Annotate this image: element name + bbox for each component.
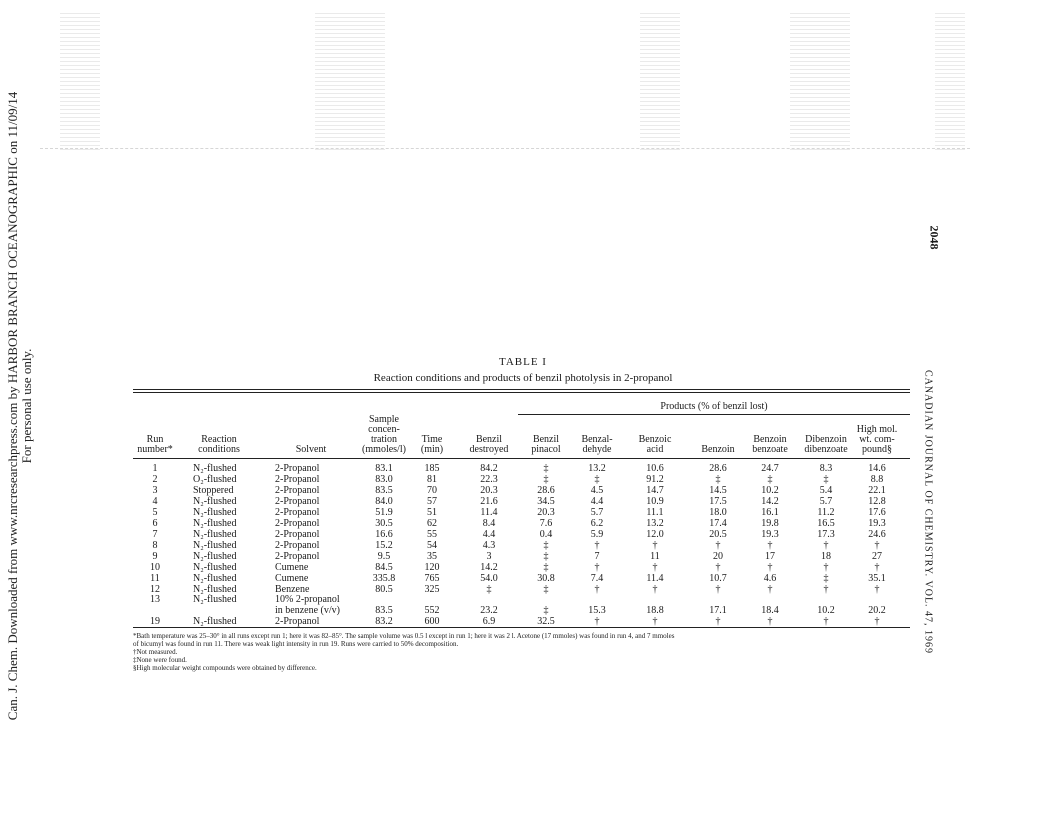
table-cell: † xyxy=(715,616,721,627)
table-cell: 27 xyxy=(872,551,882,562)
journal-header: CANADIAN JOURNAL OF CHEMISTRY. VOL. 47, 1969 xyxy=(922,369,934,655)
table-cell: O₂-flushed xyxy=(193,474,237,485)
table-cell: † xyxy=(874,540,880,551)
table-cell: 5.7 xyxy=(590,507,604,518)
table-cell: 4.5 xyxy=(590,485,604,496)
table-cell: † xyxy=(767,562,773,573)
table-cell: 20.5 xyxy=(709,529,727,540)
table-footnotes xyxy=(133,632,913,672)
table-cell: 9 xyxy=(152,551,158,562)
footnote: *Bath temperature was 25–30° in all runs except run 1; here it was 82–85°. The sample volume was 0.5 l except in run 1; here it was 2 l. Acetone (17 mmoles) was found in run 4, and 7 mmoles xyxy=(133,632,675,640)
table-cell: 83.0 xyxy=(375,474,393,485)
scan-artifact xyxy=(315,10,385,150)
scan-artifact xyxy=(790,10,850,150)
footnote: of bicumyl was found in run 11. There was weak light intensity in run 19. Runs were carried to 50% decomposition. xyxy=(133,640,459,648)
download-note-line1: Can. J. Chem. Downloaded from www.nrcresearchpress.com by HARBOR BRANCH OCEANOGRAPHIC on 11/09/14 xyxy=(5,91,20,721)
table-cell: N₂-flushed xyxy=(193,507,237,518)
table-cell: 32.5 xyxy=(537,616,555,627)
table-cell: 8 xyxy=(152,540,158,551)
table-cell: 14.7 xyxy=(646,485,664,496)
table-cell: 30.5 xyxy=(375,518,393,529)
table-cell: 16.1 xyxy=(761,507,779,518)
table-cell: ‡ xyxy=(715,474,721,485)
table-cell: 5.9 xyxy=(590,529,604,540)
table-cell: 17.6 xyxy=(868,507,886,518)
footnote: ‡None were found. xyxy=(133,656,187,664)
column-header: Dibenzoin dibenzoate xyxy=(804,434,848,455)
scan-artifact xyxy=(60,10,100,150)
table-cell: † xyxy=(874,584,880,595)
table-cell: 14.2 xyxy=(480,562,498,573)
table-cell: 22.3 xyxy=(480,474,498,485)
table-cell: 81 xyxy=(427,474,437,485)
table-cell: 2-Propanol xyxy=(275,463,320,474)
scan-artifact xyxy=(935,10,965,150)
table-cell: 17.5 xyxy=(709,496,727,507)
table-cell: 4.4 xyxy=(590,496,604,507)
table-cell: Benzene xyxy=(275,584,310,595)
download-note xyxy=(0,0,40,813)
table-cell: ‡ xyxy=(543,551,549,562)
table-cell: 91.2 xyxy=(646,474,664,485)
table-cell: 22.1 xyxy=(868,485,886,496)
table-cell: 8.3 xyxy=(819,463,833,474)
table-cell: 13.2 xyxy=(588,463,606,474)
table-cell: ‡ xyxy=(543,562,549,573)
scan-divider xyxy=(40,148,970,150)
table-cell: 2-Propanol xyxy=(275,518,320,529)
table-cell: 51.9 xyxy=(375,507,393,518)
column-header: Benzal- dehyde xyxy=(581,434,613,455)
table-cell: 54.0 xyxy=(480,573,498,584)
table-cell: 20.2 xyxy=(868,605,886,616)
table-cell: 3 xyxy=(486,551,492,562)
table-cell: in benzene (v/v) xyxy=(275,605,340,616)
table-cell: 20.3 xyxy=(537,507,555,518)
table-cell: 5.7 xyxy=(819,496,833,507)
table-cell: 4 xyxy=(152,496,158,507)
table-cell: 55 xyxy=(427,529,437,540)
table-cell: 2-Propanol xyxy=(275,485,320,496)
table-cell: 83.1 xyxy=(375,463,393,474)
table-cell: 2-Propanol xyxy=(275,507,320,518)
table-rule-bottom xyxy=(133,627,910,628)
table-cell: † xyxy=(715,562,721,573)
table-cell: 17 xyxy=(765,551,775,562)
table-cell: 5.4 xyxy=(819,485,833,496)
table-cell: 70 xyxy=(427,485,437,496)
table-cell: 11.1 xyxy=(646,507,664,518)
table-cell: ‡ xyxy=(543,463,549,474)
table-cell: N₂-flushed xyxy=(193,463,237,474)
table-cell: 84.2 xyxy=(480,463,498,474)
table-cell: 8.4 xyxy=(482,518,496,529)
table-cell: ‡ xyxy=(543,605,549,616)
table-cell: † xyxy=(823,584,829,595)
table-rule-top xyxy=(133,392,910,393)
table-cell: 18 xyxy=(821,551,831,562)
table-cell: 21.6 xyxy=(480,496,498,507)
table-cell: N₂-flushed xyxy=(193,562,237,573)
table-cell: N₂-flushed xyxy=(193,573,237,584)
table-cell: 10.2 xyxy=(761,485,779,496)
table-cell: 18.4 xyxy=(761,605,779,616)
table-cell: 84.5 xyxy=(375,562,393,573)
table-cell: 2-Propanol xyxy=(275,474,320,485)
download-note-line2: For personal use only. xyxy=(19,348,34,464)
table-cell: 19.3 xyxy=(761,529,779,540)
table-cell: 34.5 xyxy=(537,496,555,507)
table-cell: 17.1 xyxy=(709,605,727,616)
table-cell: N₂-flushed xyxy=(193,616,237,627)
table-cell: † xyxy=(652,562,658,573)
table-cell: 2-Propanol xyxy=(275,616,320,627)
table-cell: 7 xyxy=(152,529,158,540)
table-cell: 80.5 xyxy=(375,584,393,595)
column-header: Run number* xyxy=(137,434,173,455)
table-cell: 7.4 xyxy=(590,573,604,584)
table-cell: † xyxy=(823,562,829,573)
products-rule xyxy=(518,414,910,415)
table-cell: † xyxy=(874,562,880,573)
table-cell: N₂-flushed xyxy=(193,594,237,605)
table-cell: 12.0 xyxy=(646,529,664,540)
table-cell: 10.9 xyxy=(646,496,664,507)
table-cell: † xyxy=(767,540,773,551)
table-cell: 18.8 xyxy=(646,605,664,616)
table-cell: 24.7 xyxy=(761,463,779,474)
table-cell: ‡ xyxy=(486,584,492,595)
table-cell: 10.7 xyxy=(709,573,727,584)
products-header: Products (% of benzil lost) xyxy=(660,401,768,412)
table-cell: † xyxy=(823,540,829,551)
table-cell: 14.5 xyxy=(709,485,727,496)
footnote: †Not measured. xyxy=(133,648,178,656)
table-cell: N₂-flushed xyxy=(193,540,237,551)
table-cell: 19 xyxy=(150,616,160,627)
table-cell: 16.5 xyxy=(817,518,835,529)
table-cell: 12.8 xyxy=(868,496,886,507)
table-cell: 11.4 xyxy=(646,573,664,584)
column-header: Time (min) xyxy=(420,434,444,455)
table-cell: ‡ xyxy=(823,474,829,485)
table-cell: 13 xyxy=(150,594,160,605)
table-cell: 2-Propanol xyxy=(275,540,320,551)
footnote: §High molecular weight compounds were obtained by difference. xyxy=(133,664,317,672)
table-cell: 120 xyxy=(424,562,440,573)
table-cell: † xyxy=(594,562,600,573)
table-cell: N₂-flushed xyxy=(193,529,237,540)
table-cell: N₂-flushed xyxy=(193,584,237,595)
table-cell: ‡ xyxy=(543,474,549,485)
table-cell: Stoppered xyxy=(193,485,234,496)
table-cell: 35 xyxy=(427,551,437,562)
table-cell: 30.8 xyxy=(537,573,555,584)
table-cell: N₂-flushed xyxy=(193,551,237,562)
table-cell: 2-Propanol xyxy=(275,551,320,562)
table-cell: ‡ xyxy=(767,474,773,485)
table-cell: † xyxy=(874,616,880,627)
table-cell: † xyxy=(715,540,721,551)
table-cell: 7 xyxy=(594,551,600,562)
table-cell: 24.6 xyxy=(868,529,886,540)
table-cell: † xyxy=(594,540,600,551)
table-cell: † xyxy=(652,540,658,551)
table-cell: 84.0 xyxy=(375,496,393,507)
table-cell: N₂-flushed xyxy=(193,496,237,507)
table-cell: † xyxy=(715,584,721,595)
table-cell: 185 xyxy=(424,463,440,474)
table-cell: 14.6 xyxy=(868,463,886,474)
column-header: Benzil pinacol xyxy=(531,434,561,455)
table-cell: † xyxy=(767,616,773,627)
table-cell: 9.5 xyxy=(377,551,391,562)
table-cell: † xyxy=(594,616,600,627)
table-cell: 54 xyxy=(427,540,437,551)
table-cell: 0.4 xyxy=(539,529,553,540)
table-cell: 4.6 xyxy=(763,573,777,584)
table-cell: 28.6 xyxy=(709,463,727,474)
table-cell: † xyxy=(652,616,658,627)
page-number: 2048 xyxy=(927,225,942,250)
scan-artifact xyxy=(640,10,680,150)
table-cell: 11 xyxy=(650,551,660,562)
table-cell: 51 xyxy=(427,507,437,518)
table-cell: † xyxy=(652,584,658,595)
table-rule-header xyxy=(133,458,910,459)
table-cell: ‡ xyxy=(543,540,549,551)
table-cell: 2 xyxy=(152,474,158,485)
table-title: Reaction conditions and products of benzil photolysis in 2-propanol xyxy=(373,372,673,384)
table-cell: ‡ xyxy=(823,573,829,584)
table-cell: 17.4 xyxy=(709,518,727,529)
table-label: TABLE I xyxy=(499,356,547,368)
table-cell: 8.8 xyxy=(870,474,884,485)
table-cell: 325 xyxy=(424,584,440,595)
table-cell: 28.6 xyxy=(537,485,555,496)
table-cell: 10.2 xyxy=(817,605,835,616)
column-header: Benzil destroyed xyxy=(469,434,509,455)
table-cell: 17.3 xyxy=(817,529,835,540)
table-cell: 18.0 xyxy=(709,507,727,518)
table-cell: † xyxy=(767,584,773,595)
table-cell: 10.6 xyxy=(646,463,664,474)
table-cell: 15.2 xyxy=(375,540,393,551)
table-cell: N₂-flushed xyxy=(193,518,237,529)
table-cell: 20 xyxy=(713,551,723,562)
table-cell: 19.8 xyxy=(761,518,779,529)
table-cell: 14.2 xyxy=(761,496,779,507)
table-cell: 11 xyxy=(150,573,160,584)
table-cell: 552 xyxy=(424,605,440,616)
table-cell: 4.3 xyxy=(482,540,496,551)
column-header: Benzoin benzoate xyxy=(752,434,788,455)
table-cell: 6.9 xyxy=(482,616,496,627)
column-header: Solvent xyxy=(295,444,327,455)
column-header: Sample concen- tration (mmoles/l) xyxy=(362,414,406,455)
table-cell: 3 xyxy=(152,485,158,496)
table-cell: 5 xyxy=(152,507,158,518)
table-cell: 12 xyxy=(150,584,160,595)
table-cell: 11.2 xyxy=(817,507,835,518)
table-cell: 19.3 xyxy=(868,518,886,529)
table-cell: 13.2 xyxy=(646,518,664,529)
table-rule-top xyxy=(133,389,910,390)
table-cell: 83.5 xyxy=(375,605,393,616)
table-cell: † xyxy=(823,616,829,627)
table-cell: ‡ xyxy=(594,474,600,485)
table-cell: 35.1 xyxy=(868,573,886,584)
table-cell: 6 xyxy=(152,518,158,529)
table-cell: 600 xyxy=(424,616,440,627)
table-cell: 11.4 xyxy=(480,507,498,518)
table-cell: 83.2 xyxy=(375,616,393,627)
table-cell: 23.2 xyxy=(480,605,498,616)
column-header: Reaction conditions xyxy=(198,434,240,455)
table-cell: 10% 2-propanol xyxy=(275,594,340,605)
table-cell: Cumene xyxy=(275,573,309,584)
table-cell: 16.6 xyxy=(375,529,393,540)
table-cell: Cumene xyxy=(275,562,309,573)
table-cell: 83.5 xyxy=(375,485,393,496)
table-cell: 62 xyxy=(427,518,437,529)
table-cell: 57 xyxy=(427,496,437,507)
table-cell: 2-Propanol xyxy=(275,529,320,540)
table-cell: 20.3 xyxy=(480,485,498,496)
table-cell: 335.8 xyxy=(372,573,396,584)
table-cell: † xyxy=(594,584,600,595)
column-header: High mol. wt. com- pound§ xyxy=(856,424,898,455)
table-cell: 2-Propanol xyxy=(275,496,320,507)
column-header: Benzoic acid xyxy=(638,434,672,455)
table-cell: 4.4 xyxy=(482,529,496,540)
table-cell: 765 xyxy=(424,573,440,584)
table-cell: 10 xyxy=(150,562,160,573)
table-cell: 1 xyxy=(152,463,158,474)
column-header: Benzoin xyxy=(701,444,735,455)
table-cell: 7.6 xyxy=(539,518,553,529)
table-cell: 6.2 xyxy=(590,518,604,529)
table-cell: 15.3 xyxy=(588,605,606,616)
table-cell: ‡ xyxy=(543,584,549,595)
